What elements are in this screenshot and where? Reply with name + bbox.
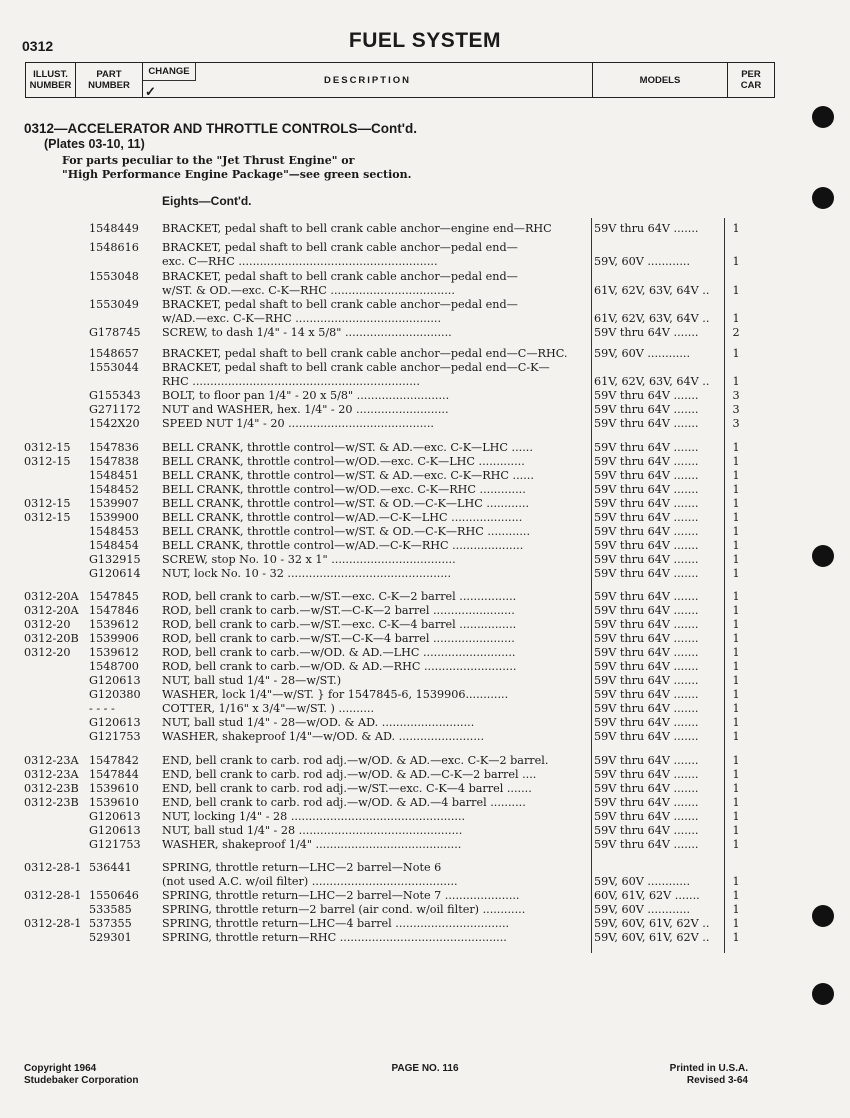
- illus-cell: 0312-23B: [24, 782, 79, 795]
- part-number-cell: 1547838: [89, 455, 139, 468]
- table-row: [0, 417, 850, 431]
- qty-cell: 1: [732, 903, 740, 916]
- table-row: [0, 375, 850, 389]
- description-cell: SCREW, stop No. 10 - 32 x 1" ...................................: [162, 553, 456, 566]
- binder-hole-icon: [812, 187, 834, 209]
- description-cell: COTTER, 1/16" x 3/4"—w/ST. ) ..........: [162, 702, 375, 715]
- footer-copyright: Copyright 1964 Studebaker Corporation: [24, 1063, 139, 1086]
- qty-cell: 1: [732, 782, 740, 795]
- part-number-cell: G155343: [89, 389, 141, 402]
- models-cell: 59V, 60V ............: [594, 255, 691, 268]
- models-cell: 59V thru 64V .......: [594, 782, 699, 795]
- models-cell: 59V thru 64V .......: [594, 441, 699, 454]
- illus-cell: 0312-23A: [24, 768, 79, 781]
- description-cell: SPRING, throttle return—2 barrel (air cond. w/oil filter) ............: [162, 903, 526, 916]
- qty-cell: 1: [732, 824, 740, 837]
- models-cell: 59V thru 64V .......: [594, 730, 699, 743]
- qty-cell: 1: [732, 553, 740, 566]
- qty-cell: 1: [732, 632, 740, 645]
- models-cell: 59V thru 64V .......: [594, 754, 699, 767]
- table-row: [0, 361, 850, 375]
- models-cell: 59V thru 64V .......: [594, 389, 699, 402]
- description-cell: BELL CRANK, throttle control—w/AD.—C-K—LHC ....................: [162, 511, 523, 524]
- qty-cell: 1: [732, 441, 740, 454]
- description-cell: w/AD.—exc. C-K—RHC .........................................: [162, 312, 442, 325]
- table-row: [0, 660, 850, 674]
- part-number-cell: 529301: [89, 931, 132, 944]
- description-cell: ROD, bell crank to carb.—w/ST.—C-K—2 barrel .......................: [162, 604, 515, 617]
- qty-cell: 1: [732, 590, 740, 603]
- description-cell: BELL CRANK, throttle control—w/ST. & OD.—C-K—RHC ............: [162, 525, 530, 538]
- description-cell: NUT, lock No. 10 - 32 ..............................................: [162, 567, 452, 580]
- table-row: [0, 389, 850, 403]
- table-row: [0, 441, 850, 455]
- table-row: [0, 347, 850, 361]
- qty-cell: 3: [732, 389, 740, 402]
- qty-cell: 1: [732, 375, 740, 388]
- description-cell: BELL CRANK, throttle control—w/OD.—exc. C-K—RHC .............: [162, 483, 526, 496]
- models-cell: 59V, 60V ............: [594, 903, 691, 916]
- part-number-cell: 1539612: [89, 646, 139, 659]
- description-cell: BELL CRANK, throttle control—w/ST. & AD.—exc. C-K—RHC ......: [162, 469, 534, 482]
- part-number-cell: 1548657: [89, 347, 139, 360]
- models-cell: 59V thru 64V .......: [594, 674, 699, 687]
- table-row: [0, 455, 850, 469]
- description-cell: (not used A.C. w/oil filter) .........................................: [162, 875, 458, 888]
- illus-cell: 0312-15: [24, 511, 71, 524]
- illus-cell: 0312-15: [24, 455, 71, 468]
- part-number-cell: 1539906: [89, 632, 139, 645]
- part-number-cell: G121753: [89, 838, 141, 851]
- qty-cell: 1: [732, 646, 740, 659]
- illus-col-header: ILLUST. NUMBER: [26, 63, 76, 97]
- part-number-cell: 1539610: [89, 796, 139, 809]
- models-cell: 60V, 61V, 62V .......: [594, 889, 700, 902]
- table-row: [0, 796, 850, 810]
- models-cell: 59V thru 64V .......: [594, 618, 699, 631]
- description-cell: NUT, locking 1/4" - 28 .................................................: [162, 810, 466, 823]
- description-cell: BRACKET, pedal shaft to bell crank cable anchor—pedal end—: [162, 298, 518, 311]
- part-number-cell: 1548451: [89, 469, 139, 482]
- description-cell: RHC ................................................................: [162, 375, 420, 388]
- qty-cell: 1: [732, 730, 740, 743]
- table-row: [0, 730, 850, 744]
- qty-cell: 1: [732, 255, 740, 268]
- models-cell: 59V thru 64V .......: [594, 455, 699, 468]
- description-cell: WASHER, shakeproof 1/4"—w/OD. & AD. ........................: [162, 730, 484, 743]
- description-cell: w/ST. & OD.—exc. C-K—RHC ...................................: [162, 284, 455, 297]
- part-number-cell: 1547845: [89, 590, 139, 603]
- part-number-cell: G132915: [89, 553, 141, 566]
- part-number-cell: G120613: [89, 824, 141, 837]
- description-cell: BRACKET, pedal shaft to bell crank cable anchor—pedal end—C—RHC.: [162, 347, 568, 360]
- table-row: [0, 889, 850, 903]
- illus-cell: 0312-20A: [24, 604, 79, 617]
- part-number-cell: 1539612: [89, 618, 139, 631]
- qty-cell: 1: [732, 754, 740, 767]
- table-row: [0, 604, 850, 618]
- models-cell: 59V thru 64V .......: [594, 796, 699, 809]
- qty-cell: 1: [732, 917, 740, 930]
- part-number-cell: G271172: [89, 403, 141, 416]
- description-cell: END, bell crank to carb. rod adj.—w/OD. & AD.—C-K—2 barrel ....: [162, 768, 537, 781]
- description-cell: WASHER, lock 1/4"—w/ST. } for 1547845-6, 1539906............: [162, 688, 509, 701]
- table-row: [0, 810, 850, 824]
- illus-cell: 0312-23B: [24, 796, 79, 809]
- part-number-cell: 536441: [89, 861, 132, 874]
- part-number-cell: 1548616: [89, 241, 139, 254]
- qty-cell: 1: [732, 768, 740, 781]
- description-cell: SPRING, throttle return—LHC—2 barrel—Note 7 .....................: [162, 889, 520, 902]
- description-cell: ROD, bell crank to carb.—w/OD. & AD.—LHC ..........................: [162, 646, 516, 659]
- description-cell: SPRING, throttle return—LHC—4 barrel ................................: [162, 917, 510, 930]
- models-cell: 59V thru 64V .......: [594, 403, 699, 416]
- table-row: [0, 497, 850, 511]
- description-cell: BOLT, to floor pan 1/4" - 20 x 5/8" ..........................: [162, 389, 450, 402]
- qty-cell: 1: [732, 312, 740, 325]
- table-row: [0, 525, 850, 539]
- models-cell: 59V thru 64V .......: [594, 660, 699, 673]
- part-number-cell: 1547842: [89, 754, 139, 767]
- qty-cell: 1: [732, 660, 740, 673]
- section-plates: (Plates 03-10, 11): [44, 137, 145, 151]
- table-row: [0, 511, 850, 525]
- illus-cell: 0312-15: [24, 441, 71, 454]
- qty-cell: 1: [732, 618, 740, 631]
- description-cell: ROD, bell crank to carb.—w/ST.—C-K—4 barrel .......................: [162, 632, 515, 645]
- table-row: [0, 824, 850, 838]
- part-number-cell: 1548454: [89, 539, 139, 552]
- part-number-cell: 1548700: [89, 660, 139, 673]
- qty-cell: 2: [732, 326, 740, 339]
- qty-cell: 1: [732, 604, 740, 617]
- checkmark-icon: ✓: [145, 84, 156, 99]
- table-row: [0, 326, 850, 340]
- description-cell: BELL CRANK, throttle control—w/ST. & OD.—C-K—LHC ............: [162, 497, 530, 510]
- qty-cell: 1: [732, 347, 740, 360]
- models-col-header: MODELS: [593, 63, 728, 97]
- page-code: 0312: [22, 38, 54, 54]
- part-number-cell: G120380: [89, 688, 141, 701]
- table-row: [0, 241, 850, 255]
- part-number-cell: 537355: [89, 917, 132, 930]
- table-row: [0, 702, 850, 716]
- table-row: [0, 312, 850, 326]
- illus-cell: 0312-20A: [24, 590, 79, 603]
- models-cell: 59V thru 64V .......: [594, 326, 699, 339]
- description-cell: SPEED NUT 1/4" - 20 .........................................: [162, 417, 434, 430]
- table-row: [0, 469, 850, 483]
- table-row: [0, 567, 850, 581]
- table-row: [0, 255, 850, 269]
- part-number-cell: G178745: [89, 326, 141, 339]
- part-number-cell: 1553048: [89, 270, 139, 283]
- qty-cell: 1: [732, 796, 740, 809]
- models-cell: 59V thru 64V .......: [594, 646, 699, 659]
- part-number-cell: G120613: [89, 674, 141, 687]
- binder-hole-icon: [812, 983, 834, 1005]
- table-row: [0, 590, 850, 604]
- table-row: [0, 875, 850, 889]
- models-cell: 61V, 62V, 63V, 64V ..: [594, 375, 710, 388]
- models-cell: 59V thru 64V .......: [594, 469, 699, 482]
- part-number-cell: 1553049: [89, 298, 139, 311]
- description-cell: NUT, ball stud 1/4" - 28—w/OD. & AD. ..........................: [162, 716, 475, 729]
- footer-page-number: PAGE NO. 116: [391, 1063, 459, 1074]
- models-cell: 59V thru 64V .......: [594, 702, 699, 715]
- description-cell: BRACKET, pedal shaft to bell crank cable anchor—pedal end—C-K—: [162, 361, 550, 374]
- description-cell: NUT and WASHER, hex. 1/4" - 20 ..........................: [162, 403, 449, 416]
- qty-cell: 1: [732, 455, 740, 468]
- part-number-cell: 1547844: [89, 768, 139, 781]
- description-cell: ROD, bell crank to carb.—w/OD. & AD.—RHC ..........................: [162, 660, 517, 673]
- part-number-cell: G120614: [89, 567, 141, 580]
- description-cell: BRACKET, pedal shaft to bell crank cable anchor—pedal end—: [162, 241, 518, 254]
- table-row: [0, 754, 850, 768]
- binder-hole-icon: [812, 106, 834, 128]
- description-cell: WASHER, shakeproof 1/4" .........................................: [162, 838, 462, 851]
- part-number-cell: G120613: [89, 810, 141, 823]
- description-cell: END, bell crank to carb. rod adj.—w/OD. & AD.—exc. C-K—2 barrel.: [162, 754, 549, 767]
- table-row: [0, 284, 850, 298]
- table-row: [0, 646, 850, 660]
- section-note-1: For parts peculiar to the "Jet Thrust Engine" or: [62, 154, 355, 167]
- qty-cell: 1: [732, 483, 740, 496]
- table-row: [0, 861, 850, 875]
- description-cell: BRACKET, pedal shaft to bell crank cable anchor—engine end—RHC: [162, 222, 552, 235]
- change-box: CHANGE: [143, 63, 196, 81]
- description-cell: NUT, ball stud 1/4" - 28 ..............................................: [162, 824, 463, 837]
- table-row: [0, 632, 850, 646]
- qty-cell: 1: [732, 284, 740, 297]
- illus-cell: 0312-20: [24, 646, 71, 659]
- description-cell: BELL CRANK, throttle control—w/OD.—exc. C-K—LHC .............: [162, 455, 525, 468]
- qty-cell: 1: [732, 469, 740, 482]
- models-cell: 59V thru 64V .......: [594, 417, 699, 430]
- qty-cell: 1: [732, 539, 740, 552]
- models-cell: 59V thru 64V .......: [594, 222, 699, 235]
- part-number-cell: 1539900: [89, 511, 139, 524]
- table-row: [0, 931, 850, 945]
- qty-cell: 3: [732, 403, 740, 416]
- models-cell: 59V, 60V ............: [594, 875, 691, 888]
- binder-hole-icon: [812, 905, 834, 927]
- table-row: [0, 222, 850, 236]
- description-cell: END, bell crank to carb. rod adj.—w/OD. & AD.—4 barrel ..........: [162, 796, 526, 809]
- part-number-cell: 533585: [89, 903, 132, 916]
- models-cell: 59V, 60V, 61V, 62V ..: [594, 917, 710, 930]
- qty-cell: 1: [732, 688, 740, 701]
- illus-cell: 0312-28-1: [24, 889, 82, 902]
- description-cell: ROD, bell crank to carb.—w/ST.—exc. C-K—4 barrel ................: [162, 618, 517, 631]
- table-row: [0, 768, 850, 782]
- illus-cell: 0312-20B: [24, 632, 79, 645]
- models-cell: 61V, 62V, 63V, 64V ..: [594, 284, 710, 297]
- models-cell: 59V thru 64V .......: [594, 824, 699, 837]
- footer-printed: Printed in U.S.A. Revised 3-64: [669, 1063, 748, 1086]
- qty-cell: 1: [732, 810, 740, 823]
- table-row: [0, 270, 850, 284]
- qty-cell: 1: [732, 567, 740, 580]
- models-cell: 59V thru 64V .......: [594, 511, 699, 524]
- qty-cell: 3: [732, 417, 740, 430]
- models-cell: 59V thru 64V .......: [594, 716, 699, 729]
- part-col-header: PART NUMBER: [76, 63, 143, 97]
- qty-cell: 1: [732, 931, 740, 944]
- illus-cell: 0312-15: [24, 497, 71, 510]
- part-number-cell: G120613: [89, 716, 141, 729]
- section-note-2: "High Performance Engine Package"—see green section.: [62, 168, 412, 181]
- description-cell: SPRING, throttle return—RHC ...............................................: [162, 931, 507, 944]
- description-cell: NUT, ball stud 1/4" - 28—w/ST.): [162, 674, 342, 687]
- table-row: [0, 553, 850, 567]
- models-cell: 59V thru 64V .......: [594, 688, 699, 701]
- part-number-cell: 1548453: [89, 525, 139, 538]
- table-row: [0, 716, 850, 730]
- models-cell: 59V thru 64V .......: [594, 590, 699, 603]
- illus-cell: 0312-20: [24, 618, 71, 631]
- table-row: [0, 483, 850, 497]
- table-row: [0, 298, 850, 312]
- models-cell: 59V thru 64V .......: [594, 810, 699, 823]
- qty-cell: 1: [732, 702, 740, 715]
- table-row: [0, 403, 850, 417]
- qty-cell: 1: [732, 889, 740, 902]
- qty-cell: 1: [732, 875, 740, 888]
- qty-cell: 1: [732, 525, 740, 538]
- part-number-cell: 1539907: [89, 497, 139, 510]
- part-number-cell: 1539610: [89, 782, 139, 795]
- description-cell: SCREW, to dash 1/4" - 14 x 5/8" ..............................: [162, 326, 452, 339]
- part-number-cell: 1550646: [89, 889, 139, 902]
- qty-cell: 1: [732, 511, 740, 524]
- description-cell: BRACKET, pedal shaft to bell crank cable anchor—pedal end—: [162, 270, 518, 283]
- qty-cell: 1: [732, 497, 740, 510]
- illus-cell: 0312-23A: [24, 754, 79, 767]
- description-cell: ROD, bell crank to carb.—w/ST.—exc. C-K—2 barrel ................: [162, 590, 517, 603]
- part-number-cell: 1548452: [89, 483, 139, 496]
- qty-cell: 1: [732, 674, 740, 687]
- models-cell: 59V thru 64V .......: [594, 497, 699, 510]
- models-cell: 59V thru 64V .......: [594, 567, 699, 580]
- description-cell: END, bell crank to carb. rod adj.—w/ST.—exc. C-K—4 barrel .......: [162, 782, 532, 795]
- page-title: FUEL SYSTEM: [348, 29, 502, 52]
- description-col-header: CHANGE ✓ DESCRIPTION: [143, 63, 593, 97]
- part-number-cell: 1547846: [89, 604, 139, 617]
- models-cell: 59V thru 64V .......: [594, 483, 699, 496]
- description-cell: BELL CRANK, throttle control—w/AD.—C-K—RHC ....................: [162, 539, 524, 552]
- description-cell: exc. C—RHC ........................................................: [162, 255, 438, 268]
- subheading: Eights—Cont'd.: [162, 194, 252, 208]
- table-row: [0, 539, 850, 553]
- models-cell: 59V thru 64V .......: [594, 525, 699, 538]
- qty-cell: 1: [732, 838, 740, 851]
- description-cell: SPRING, throttle return—LHC—2 barrel—Note 6: [162, 861, 442, 874]
- models-cell: 59V thru 64V .......: [594, 768, 699, 781]
- models-cell: 59V thru 64V .......: [594, 838, 699, 851]
- qty-cell: 1: [732, 716, 740, 729]
- table-row: [0, 903, 850, 917]
- part-number-cell: G121753: [89, 730, 141, 743]
- models-cell: 59V thru 64V .......: [594, 539, 699, 552]
- table-row: [0, 688, 850, 702]
- models-cell: 59V thru 64V .......: [594, 553, 699, 566]
- illus-cell: 0312-28-1: [24, 861, 82, 874]
- part-number-cell: 1553044: [89, 361, 139, 374]
- qty-cell: 1: [732, 222, 740, 235]
- part-number-cell: 1548449: [89, 222, 139, 235]
- models-cell: 59V thru 64V .......: [594, 604, 699, 617]
- table-row: [0, 782, 850, 796]
- section-title: 0312—ACCELERATOR AND THROTTLE CONTROLS—Cont'd.: [24, 121, 417, 136]
- table-row: [0, 618, 850, 632]
- models-cell: 59V, 60V, 61V, 62V ..: [594, 931, 710, 944]
- description-cell: BELL CRANK, throttle control—w/ST. & AD.—exc. C-K—LHC ......: [162, 441, 533, 454]
- models-cell: 59V, 60V ............: [594, 347, 691, 360]
- models-cell: 59V thru 64V .......: [594, 632, 699, 645]
- part-number-cell: - - - -: [89, 702, 115, 715]
- table-row: [0, 838, 850, 852]
- table-row: [0, 674, 850, 688]
- models-cell: 61V, 62V, 63V, 64V ..: [594, 312, 710, 325]
- per-car-col-header: PER CAR: [740, 69, 762, 91]
- part-number-cell: 1542X20: [89, 417, 140, 430]
- binder-hole-icon: [812, 545, 834, 567]
- table-row: [0, 917, 850, 931]
- illus-cell: 0312-28-1: [24, 917, 82, 930]
- part-number-cell: 1547836: [89, 441, 139, 454]
